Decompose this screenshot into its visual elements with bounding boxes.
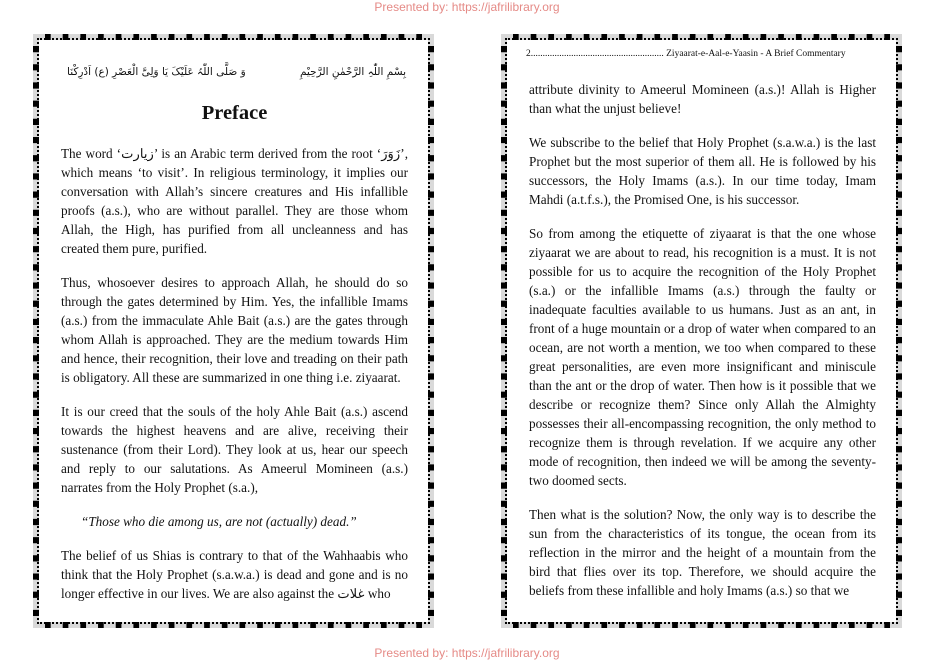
paragraph: Then what is the solution? Now, the only way is to describe the sun from the characteristics of its tongue, the ocean from its reflection in the mirror and the height of a mountain from the bird that flies over its top. Therefore, we should acquire the beliefs from these infallible and holy Imams (a.s.) so that we: [529, 507, 876, 598]
arabic-invocation-row: [61, 66, 408, 84]
paragraph: So from among the etiquette of ziyaarat is that the one whose ziyaarat we are about to read, his recognition is a must. It is not possible for us to acquire the recognition of the Holy Prophet (s.a.) or the infallible Imams (a.s.) through the faulty or inadequate faculties available to us humans. Just as an ant, in front of a huge mountain or a drop of water when compared to an ocean, are not worth a mention, we too when compared to these great personalities, are even more insignificant and miniscule than the ant or the drop of water. Then how is it possible that we describe or recognize them? Since only Allah the Almighty possesses their all-encompassing recognition, the only method to recognize them is through revelation. If we acquire any other mode of recognition, then indeed we will be among the seventy-two doomed sects.: [529, 226, 876, 488]
paragraph: It is our creed that the souls of the holy Ahle Bait (a.s.) ascend towards the highest heavens and are alive, receiving their sustenance (from their Lord). They look at us, hear our speech and reply to our salutations. As Ameerul Momineen (a.s.) narrates from the Holy Prophet (s.a.),: [61, 404, 408, 495]
paragraph: We subscribe to the belief that Holy Prophet (s.a.w.a.) is the last Prophet but the most superior of them all. He is followed by his successors, the Holy Imams (a.s.). In our time today, Imam Mahdi (a.t.f.s.), the Promised One, is his successor.: [529, 135, 876, 207]
arabic-salutation: وَ صَلَّی اللّٰہُ عَلَیْکَ یَا وَلِیَّ الْعَصْرِ (ع) اَدْرِکْنَا: [67, 66, 246, 78]
page-title: Preface: [201, 102, 268, 124]
right-page: [501, 34, 902, 628]
paragraph: The belief of us Shias is contrary to that of the Wahhaabis who think that the Holy Prophet (s.a.w.a.) is dead and gone and is no longer effective in our lives. We are also against the غلات who: [61, 548, 408, 601]
running-header: 2........................................................ Ziyaarat-e-Aal-e-Yaasin - A Brief Commentary: [526, 49, 846, 59]
arabic-bismillah: بِسْمِ اللّٰہِ الرَّحْمٰنِ الرَّحِیْمِ: [299, 66, 406, 78]
right-body-text: [529, 80, 876, 615]
watermark-top: Presented by: https://jafrilibrary.org: [374, 0, 560, 14]
paragraph: Thus, whosoever desires to approach Allah, he should do so through the gates determined by Him. Yes, the infallible Imams (a.s.) from the immaculate Ahle Bait (a.s.) are the gates through whom Allah is approached. They are the medium towards Him and hence, their recognition, their love and treading on their path is obligatory. All these are summarized in one thing i.e. ziyaarat.: [61, 275, 408, 385]
watermark-bottom: Presented by: https://jafrilibrary.org: [374, 646, 560, 660]
quote: “Those who die among us, are not (actually) dead.”: [81, 514, 357, 529]
paragraph: attribute divinity to Ameerul Momineen (a.s.)! Allah is Higher than what the unjust believe!: [529, 82, 876, 116]
left-page: [33, 34, 434, 628]
left-body-text: [61, 144, 408, 618]
paragraph: The word ‘زیارت’ is an Arabic term derived from the root ‘زَوَرَ’, which means ‘to visit’. In religious terminology, it implies our conversation with Allah’s sincere creatures and His infallible proofs (a.s.), who are without parallel. They are those whom Allah, the High, has purified from all uncleanness and has created them pure, purified.: [61, 146, 408, 256]
